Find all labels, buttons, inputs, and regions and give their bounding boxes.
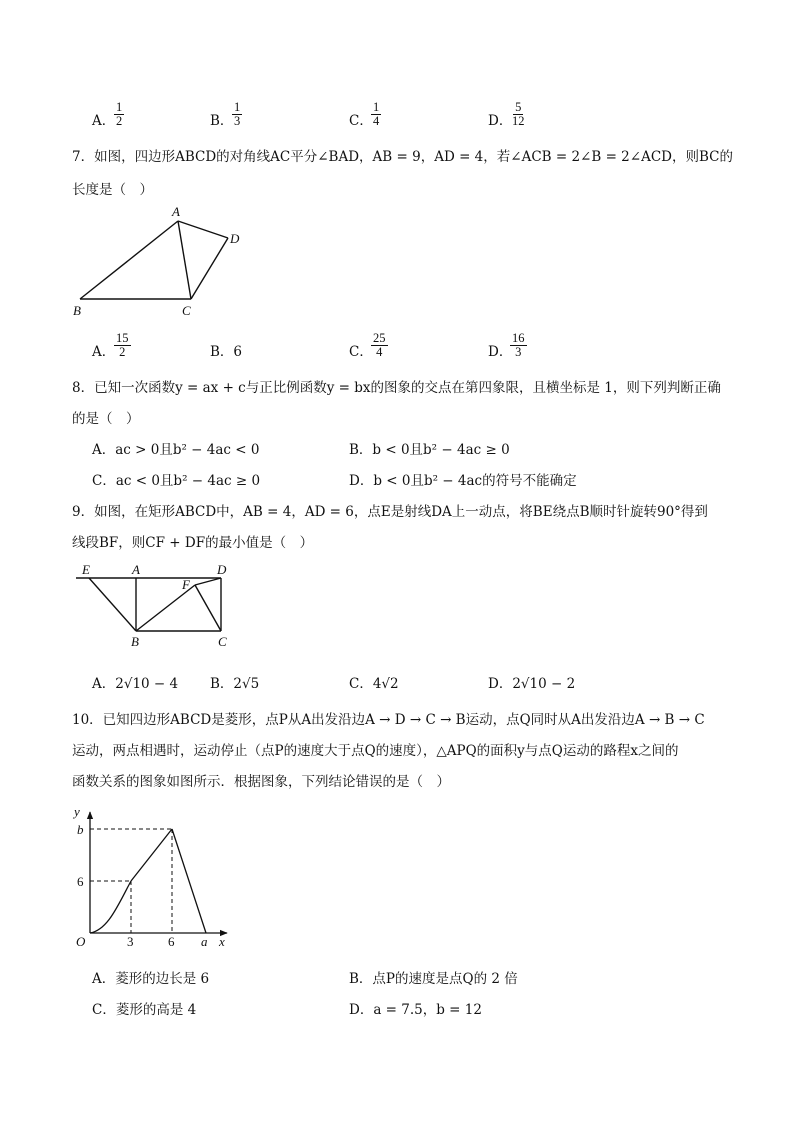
- q9-stem-line2: 线段BF，则CF + DF的最小值是（ ）: [72, 535, 314, 551]
- q10-option-b[interactable]: B．点P的速度是点Q的 2 倍: [349, 971, 518, 987]
- q9-stem-line1: 9．如图，在矩形ABCD中，AB = 4，AD = 6，点E是射线DA上一动点，将BE绕点B顺时针旋转90°得到: [72, 504, 708, 520]
- q10-label-y: y: [74, 804, 80, 819]
- q10-label-a: a: [201, 934, 208, 949]
- q9-option-b[interactable]: B．2√5: [210, 676, 260, 692]
- q7-option-b-label: B．: [210, 344, 234, 360]
- q10-option-c[interactable]: C．菱形的高是 4: [92, 1002, 197, 1018]
- q6-option-a-frac: $\frac{1}{2}$: [116, 100, 123, 128]
- q8-option-a[interactable]: A．ac > 0且b² − 4ac < 0: [92, 442, 260, 458]
- q7-option-b-value: 6: [233, 344, 243, 360]
- q6-option-d-label: D．: [488, 113, 513, 129]
- q8-stem-line2: 的是（ ）: [72, 411, 140, 427]
- q10-label-6y: 6: [77, 874, 84, 889]
- q9-label-f: F: [182, 577, 190, 592]
- q6-option-a-label: A．: [92, 113, 116, 129]
- q10-stem-line1: 10．已知四边形ABCD是菱形，点P从A出发沿边A → D → C → B运动，点Q同时从A出发沿边A → B → C: [72, 712, 705, 728]
- q10-curve-segment: [90, 881, 131, 933]
- q9-option-a[interactable]: A．2√10 − 4: [92, 676, 179, 692]
- q10-line-fall: [172, 829, 206, 933]
- q6-option-d-frac: $\frac{5}{12}$: [512, 100, 525, 128]
- q7-label-c: C: [182, 303, 191, 318]
- q9-option-d[interactable]: D．2√10 − 2: [488, 676, 576, 692]
- q10-label-x: x: [219, 934, 225, 949]
- q10-option-d[interactable]: D．a = 7.5，b = 12: [349, 1002, 482, 1018]
- q8-stem-line1: 8．已知一次函数y = ax + c与正比例函数y = bx的图象的交点在第四象限，且横坐标是 1，则下列判断正确: [72, 380, 721, 396]
- q7-stem-line2: 长度是（ ）: [72, 182, 153, 198]
- q10-line-rise: [131, 829, 172, 881]
- q7-option-a-label: A．: [92, 344, 116, 360]
- q10-label-b: b: [77, 822, 84, 837]
- q6-option-c-label: C．: [349, 113, 373, 129]
- q10-label-x6: 6: [168, 934, 175, 949]
- q7-option-d-label: D．: [488, 344, 513, 360]
- q10-label-x3: 3: [127, 934, 134, 949]
- q10-stem-line3: 函数关系的图象如图所示．根据图象，下列结论错误的是（ ）: [72, 774, 450, 790]
- q7-stem-line1: 7．如图，四边形ABCD的对角线AC平分∠BAD，AB = 9，AD = 4，若∠ACB = 2∠B = 2∠ACD，则BC的: [72, 149, 733, 165]
- q7-option-d-frac: $\frac{16}{3}$: [512, 331, 525, 359]
- q9-option-c[interactable]: C．4√2: [349, 676, 399, 692]
- q9-label-a: A: [132, 562, 140, 577]
- q10-stem-line2: 运动，两点相遇时，运动停止（点P的速度大于点Q的速度），△APQ的面积y与点Q运动的路程x之间的: [72, 743, 679, 759]
- q6-option-c-frac: $\frac{1}{4}$: [373, 100, 380, 128]
- q7-option-c-frac: $\frac{25}{4}$: [373, 331, 386, 359]
- q10-label-o: O: [76, 934, 86, 949]
- q9-label-b: B: [131, 634, 139, 649]
- q7-label-d: D: [230, 231, 240, 246]
- q8-option-d[interactable]: D．b < 0且b² − 4ac的符号不能确定: [349, 473, 577, 489]
- q7-label-b: B: [73, 303, 81, 318]
- q10-option-a[interactable]: A．菱形的边长是 6: [92, 971, 210, 987]
- q6-option-b-frac: $\frac{1}{3}$: [234, 100, 241, 128]
- q7-option-a-frac: $\frac{15}{2}$: [116, 331, 129, 359]
- q8-option-c[interactable]: C．ac < 0且b² − 4ac ≥ 0: [92, 473, 261, 489]
- q9-label-e: E: [82, 562, 90, 577]
- q8-option-b[interactable]: B．b < 0且b² − 4ac ≥ 0: [349, 442, 510, 458]
- q9-label-d: D: [217, 562, 227, 577]
- q7-option-c-label: C．: [349, 344, 373, 360]
- q6-option-b-label: B．: [210, 113, 234, 129]
- q9-label-c: C: [218, 634, 227, 649]
- q7-label-a: A: [172, 204, 180, 219]
